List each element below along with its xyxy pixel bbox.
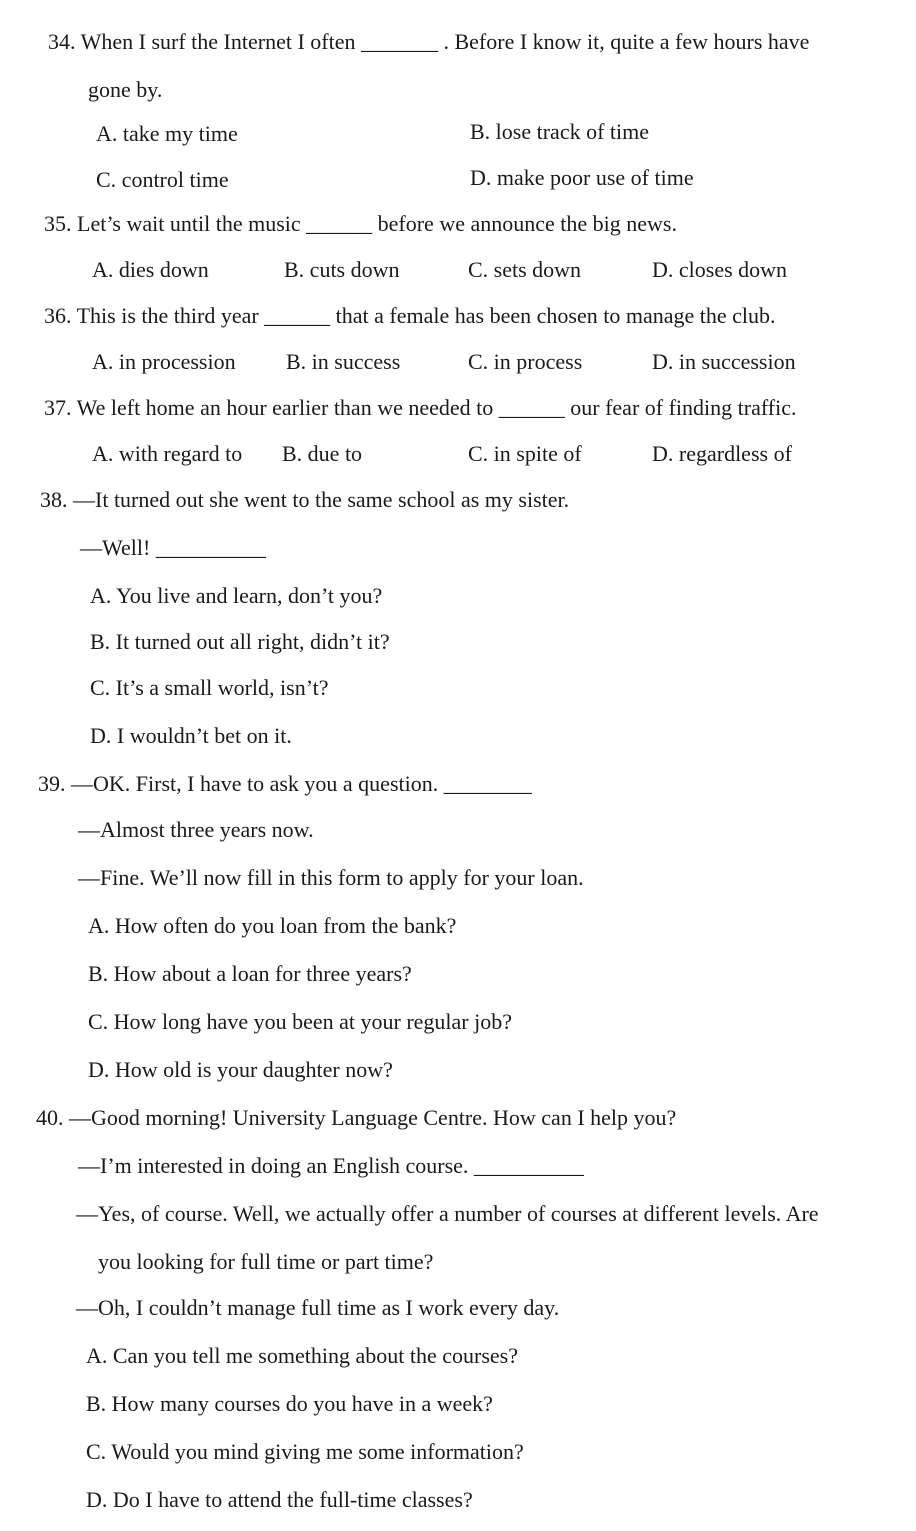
question-38-option-d: D. I wouldn’t bet on it. — [90, 723, 292, 748]
question-35-option-d: D. closes down — [652, 257, 788, 282]
question-37-option-a: A. with regard to — [92, 441, 243, 466]
question-39-option-c: C. How long have you been at your regular job? — [88, 1009, 512, 1034]
question-38-stem: 38. —It turned out she went to the same school as my sister. — [40, 487, 570, 512]
question-40-option-d: D. Do I have to attend the full-time classes? — [86, 1487, 473, 1512]
question-37-stem: 37. We left home an hour earlier than we needed to ______ our fear of finding traffic. — [44, 395, 797, 420]
question-39-reply-1: —Almost three years now. — [78, 817, 314, 842]
question-40-option-b: B. How many courses do you have in a week? — [86, 1391, 493, 1416]
question-34-option-a: A. take my time — [96, 121, 238, 146]
question-38-reply: —Well! __________ — [80, 535, 266, 560]
question-40-option-a: A. Can you tell me something about the courses? — [86, 1343, 518, 1368]
question-36-option-a: A. in procession — [92, 349, 236, 374]
question-40-reply-2: —Yes, of course. Well, we actually offer a number of courses at different levels. Are — [76, 1201, 819, 1226]
question-36-stem: 36. This is the third year ______ that a female has been chosen to manage the club. — [44, 303, 776, 328]
question-36-option-d: D. in succession — [652, 349, 796, 374]
question-40-stem: 40. —Good morning! University Language Centre. How can I help you? — [36, 1105, 677, 1130]
question-39-option-a: A. How often do you loan from the bank? — [88, 913, 457, 938]
question-34-stem: 34. When I surf the Internet I often _______ . Before I know it, quite a few hours have — [48, 29, 810, 54]
question-37-option-b: B. due to — [282, 441, 363, 466]
question-40-reply-3: —Oh, I couldn’t manage full time as I work every day. — [76, 1295, 560, 1320]
question-40-reply-1: —I’m interested in doing an English course. __________ — [78, 1153, 584, 1178]
question-34-stem-cont: gone by. — [88, 77, 163, 102]
question-34-option-b: B. lose track of time — [470, 119, 650, 144]
question-37-option-c: C. in spite of — [468, 441, 582, 466]
question-37-option-d: D. regardless of — [652, 441, 792, 466]
question-40-reply-2-cont: you looking for full time or part time? — [98, 1249, 434, 1274]
question-38-option-b: B. It turned out all right, didn’t it? — [90, 629, 390, 654]
question-35-option-a: A. dies down — [92, 257, 209, 282]
question-39-reply-2: —Fine. We’ll now fill in this form to apply for your loan. — [78, 865, 584, 890]
question-34-option-d: D. make poor use of time — [470, 165, 694, 190]
question-38-option-a: A. You live and learn, don’t you? — [90, 583, 383, 608]
question-34-option-c: C. control time — [96, 167, 229, 192]
question-40-option-c: C. Would you mind giving me some information? — [86, 1439, 524, 1464]
question-39-stem: 39. —OK. First, I have to ask you a question. ________ — [38, 771, 532, 796]
question-39-option-b: B. How about a loan for three years? — [88, 961, 412, 986]
question-36-option-b: B. in success — [286, 349, 401, 374]
question-35-stem: 35. Let’s wait until the music ______ before we announce the big news. — [44, 211, 677, 236]
question-38-option-c: C. It’s a small world, isn’t? — [90, 675, 329, 700]
question-35-option-b: B. cuts down — [284, 257, 400, 282]
question-36-option-c: C. in process — [468, 349, 583, 374]
question-35-option-c: C. sets down — [468, 257, 582, 282]
question-39-option-d: D. How old is your daughter now? — [88, 1057, 393, 1082]
